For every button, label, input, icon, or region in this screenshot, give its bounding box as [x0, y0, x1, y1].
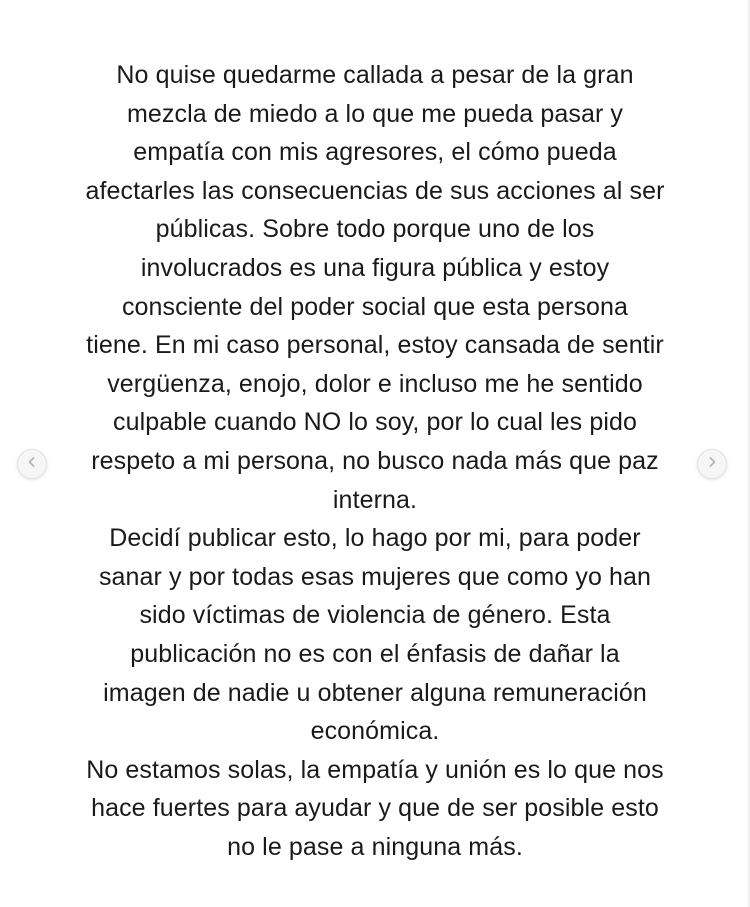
chevron-right-icon — [706, 455, 718, 473]
text-line: vergüenza, enojo, dolor e incluso me he sentido — [107, 369, 643, 398]
text-line: consciente del poder social que esta persona — [121, 292, 629, 321]
text-line: publicación no es con el énfasis de dañar la — [130, 639, 620, 668]
text-line: empatía con mis agresores, el cómo pueda — [133, 138, 617, 167]
chevron-left-icon — [26, 455, 38, 473]
text-line: públicas. Sobre todo porque uno de los — [155, 215, 595, 244]
text-line: No quise quedarme callada a pesar de la gran — [116, 61, 634, 89]
text-line: imagen de nadie u obtener alguna remuneración — [103, 678, 647, 707]
text-line: tiene. En mi caso personal, estoy cansada de sentir — [86, 331, 664, 360]
text-line: sanar y por todas esas mujeres que como yo han — [98, 562, 652, 591]
text-line: involucrados es una figura pública y estoy — [140, 253, 610, 282]
text-line: afectarles las consecuencias de sus acciones al ser — [85, 176, 665, 205]
text-line: respeto a mi persona, no busco nada más que paz — [91, 446, 659, 475]
text-line: hace fuertes para ayudar y que de ser posible esto — [91, 794, 659, 823]
text-line: culpable cuando NO lo soy, por lo cual les pido — [113, 408, 637, 437]
text-line: sido víctimas de violencia de género. Esta — [139, 601, 611, 630]
text-line: No estamos solas, la empatía y unión es lo que nos — [86, 755, 664, 784]
text-line: mezcla de miedo a lo que me pueda pasar y — [126, 99, 624, 128]
text-line: económica. — [310, 717, 440, 746]
text-line: no le pase a ninguna más. — [227, 832, 523, 861]
post-text — [40, 56, 710, 866]
text-line: Decidí publicar esto, lo hago por mi, para poder — [109, 524, 641, 553]
next-slide-button[interactable] — [697, 449, 727, 479]
text-line: interna. — [332, 485, 418, 514]
previous-slide-button[interactable] — [17, 449, 47, 479]
